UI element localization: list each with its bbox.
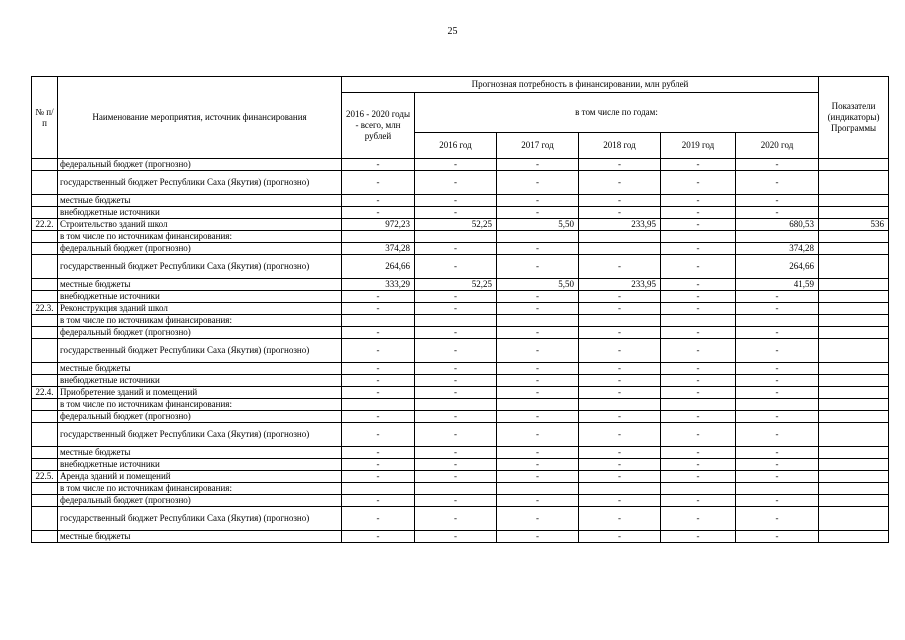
cell-num	[32, 447, 58, 459]
cell-2019: -	[661, 387, 736, 399]
cell-2018: -	[579, 255, 661, 279]
cell-2019: -	[661, 255, 736, 279]
cell-num	[32, 159, 58, 171]
cell-num	[32, 423, 58, 447]
cell-2020: -	[736, 447, 819, 459]
cell-2018: -	[579, 339, 661, 363]
cell-num: 22.4.	[32, 387, 58, 399]
cell-2018: -	[579, 171, 661, 195]
cell-2016: -	[415, 243, 497, 255]
header-num: № п/п	[32, 77, 58, 159]
table-row	[32, 159, 889, 171]
cell-num	[32, 411, 58, 423]
table-row	[32, 231, 889, 243]
cell-total: -	[342, 327, 415, 339]
cell-num	[32, 363, 58, 375]
cell-2020: -	[736, 375, 819, 387]
cell-2020: -	[736, 291, 819, 303]
cell-name: внебюджетные источники	[58, 207, 342, 219]
cell-name: в том числе по источникам финансирования:	[58, 231, 342, 243]
cell-num	[32, 327, 58, 339]
cell-2017: -	[497, 339, 579, 363]
cell-2017: -	[497, 387, 579, 399]
cell-2020: -	[736, 195, 819, 207]
cell-total: -	[342, 171, 415, 195]
cell-name: федеральный бюджет (прогнозно)	[58, 411, 342, 423]
cell-name: местные бюджеты	[58, 279, 342, 291]
header-financing: Прогнозная потребность в финансировании, млн рублей	[342, 77, 819, 93]
cell-indicator	[819, 339, 889, 363]
cell-num	[32, 207, 58, 219]
cell-2019: -	[661, 375, 736, 387]
cell-2019	[661, 315, 736, 327]
cell-name: местные бюджеты	[58, 363, 342, 375]
cell-2020: 41,59	[736, 279, 819, 291]
cell-2018: -	[579, 411, 661, 423]
cell-2019: -	[661, 423, 736, 447]
cell-name: местные бюджеты	[58, 195, 342, 207]
cell-2016: -	[415, 495, 497, 507]
cell-2017	[497, 483, 579, 495]
cell-2017: -	[497, 471, 579, 483]
cell-2016: -	[415, 327, 497, 339]
cell-2017: -	[497, 531, 579, 543]
cell-2020: -	[736, 411, 819, 423]
cell-2020: -	[736, 159, 819, 171]
table-row	[32, 471, 889, 483]
cell-num	[32, 243, 58, 255]
table-row	[32, 363, 889, 375]
cell-num: 22.5.	[32, 471, 58, 483]
cell-2018	[579, 231, 661, 243]
cell-name: внебюджетные источники	[58, 291, 342, 303]
cell-num	[32, 531, 58, 543]
cell-2016: -	[415, 459, 497, 471]
cell-2018: -	[579, 447, 661, 459]
cell-2019: -	[661, 507, 736, 531]
cell-indicator	[819, 531, 889, 543]
cell-name: государственный бюджет Республики Саха (Якутия) (прогнозно)	[58, 507, 342, 531]
table-row	[32, 411, 889, 423]
cell-indicator: 536	[819, 219, 889, 231]
table-row	[32, 279, 889, 291]
table-body	[32, 159, 889, 543]
cell-num	[32, 279, 58, 291]
cell-2016: -	[415, 411, 497, 423]
cell-2017: 5,50	[497, 279, 579, 291]
table-row	[32, 327, 889, 339]
cell-2020: -	[736, 303, 819, 315]
cell-name: государственный бюджет Республики Саха (Якутия) (прогнозно)	[58, 171, 342, 195]
cell-2018: -	[579, 303, 661, 315]
cell-indicator	[819, 303, 889, 315]
cell-total	[342, 315, 415, 327]
table-header	[32, 77, 889, 159]
cell-2018: -	[579, 531, 661, 543]
cell-2020: 374,28	[736, 243, 819, 255]
table-row	[32, 243, 889, 255]
cell-total: -	[342, 531, 415, 543]
cell-2016	[415, 483, 497, 495]
cell-2018: -	[579, 459, 661, 471]
cell-2020: -	[736, 339, 819, 363]
cell-indicator	[819, 315, 889, 327]
financing-table	[31, 76, 889, 543]
cell-name: государственный бюджет Республики Саха (Якутия) (прогнозно)	[58, 423, 342, 447]
cell-2018: -	[579, 507, 661, 531]
cell-total: -	[342, 363, 415, 375]
cell-name: Реконструкция зданий школ	[58, 303, 342, 315]
cell-2018: -	[579, 423, 661, 447]
table-row	[32, 387, 889, 399]
cell-2019: -	[661, 339, 736, 363]
cell-indicator	[819, 399, 889, 411]
cell-indicator	[819, 231, 889, 243]
cell-name: федеральный бюджет (прогнозно)	[58, 243, 342, 255]
cell-indicator	[819, 387, 889, 399]
cell-2016: -	[415, 159, 497, 171]
cell-num	[32, 375, 58, 387]
cell-2016: 52,25	[415, 219, 497, 231]
header-total: 2016 - 2020 годы - всего, млн рублей	[342, 93, 415, 159]
cell-name: внебюджетные источники	[58, 375, 342, 387]
cell-2017: -	[497, 195, 579, 207]
cell-2019: -	[661, 159, 736, 171]
cell-name: Приобретение зданий и помещений	[58, 387, 342, 399]
cell-2019: -	[661, 411, 736, 423]
cell-2019: -	[661, 207, 736, 219]
cell-indicator	[819, 207, 889, 219]
cell-2020: -	[736, 495, 819, 507]
cell-total: -	[342, 495, 415, 507]
cell-2020: 680,53	[736, 219, 819, 231]
cell-2017: -	[497, 303, 579, 315]
cell-indicator	[819, 255, 889, 279]
table-row	[32, 507, 889, 531]
cell-2017: -	[497, 159, 579, 171]
cell-num: 22.3.	[32, 303, 58, 315]
cell-num	[32, 291, 58, 303]
cell-num	[32, 231, 58, 243]
cell-2016: -	[415, 303, 497, 315]
cell-2018	[579, 243, 661, 255]
cell-total: 972,23	[342, 219, 415, 231]
cell-2019: -	[661, 495, 736, 507]
cell-2016: -	[415, 531, 497, 543]
cell-2020: -	[736, 363, 819, 375]
header-name: Наименование мероприятия, источник финансирования	[58, 77, 342, 159]
cell-2019: -	[661, 171, 736, 195]
table-row	[32, 483, 889, 495]
cell-indicator	[819, 375, 889, 387]
cell-num	[32, 195, 58, 207]
cell-total: -	[342, 375, 415, 387]
cell-name: в том числе по источникам финансирования:	[58, 483, 342, 495]
cell-2016: -	[415, 255, 497, 279]
cell-2017: -	[497, 375, 579, 387]
cell-indicator	[819, 411, 889, 423]
cell-2020: -	[736, 207, 819, 219]
cell-2019: -	[661, 327, 736, 339]
cell-2016: -	[415, 375, 497, 387]
cell-total: 374,28	[342, 243, 415, 255]
cell-indicator	[819, 483, 889, 495]
table-row	[32, 291, 889, 303]
cell-name: местные бюджеты	[58, 447, 342, 459]
cell-total: 264,66	[342, 255, 415, 279]
cell-2018	[579, 399, 661, 411]
cell-2016	[415, 231, 497, 243]
cell-total: -	[342, 447, 415, 459]
cell-2020	[736, 399, 819, 411]
cell-2020: -	[736, 327, 819, 339]
cell-2016: -	[415, 171, 497, 195]
table-row	[32, 195, 889, 207]
cell-total: -	[342, 423, 415, 447]
cell-2019	[661, 231, 736, 243]
cell-num	[32, 483, 58, 495]
cell-2016: -	[415, 207, 497, 219]
cell-2020: -	[736, 387, 819, 399]
table-row	[32, 207, 889, 219]
cell-total	[342, 399, 415, 411]
cell-2020	[736, 483, 819, 495]
cell-2018: -	[579, 387, 661, 399]
table-row	[32, 423, 889, 447]
cell-indicator	[819, 291, 889, 303]
table-row	[32, 219, 889, 231]
cell-2019	[661, 399, 736, 411]
cell-2020	[736, 315, 819, 327]
cell-2017: -	[497, 447, 579, 459]
cell-2020: -	[736, 459, 819, 471]
cell-indicator	[819, 423, 889, 447]
cell-2017: -	[497, 411, 579, 423]
cell-name: государственный бюджет Республики Саха (Якутия) (прогнозно)	[58, 255, 342, 279]
cell-name: в том числе по источникам финансирования:	[58, 399, 342, 411]
cell-num	[32, 255, 58, 279]
cell-2018: 233,95	[579, 219, 661, 231]
cell-total: -	[342, 507, 415, 531]
cell-2017: -	[497, 495, 579, 507]
cell-num	[32, 339, 58, 363]
cell-total: -	[342, 303, 415, 315]
cell-2020: -	[736, 471, 819, 483]
cell-2016: -	[415, 387, 497, 399]
cell-2017: -	[497, 363, 579, 375]
header-indicators: Показатели (индикаторы) Программы	[819, 77, 889, 159]
cell-2017: -	[497, 255, 579, 279]
header-year: 2016 год	[415, 133, 497, 159]
cell-2019: -	[661, 447, 736, 459]
cell-2016	[415, 399, 497, 411]
table-row	[32, 531, 889, 543]
cell-num	[32, 399, 58, 411]
table-row	[32, 315, 889, 327]
cell-2018: -	[579, 207, 661, 219]
table-row	[32, 459, 889, 471]
cell-num	[32, 507, 58, 531]
cell-2017: -	[497, 507, 579, 531]
header-year: 2019 год	[661, 133, 736, 159]
cell-2020: -	[736, 531, 819, 543]
cell-num	[32, 315, 58, 327]
cell-2017: -	[497, 207, 579, 219]
cell-2020: -	[736, 171, 819, 195]
table-row	[32, 339, 889, 363]
header-by-years: в том числе по годам:	[415, 93, 819, 133]
cell-2019: -	[661, 303, 736, 315]
cell-2016: -	[415, 447, 497, 459]
cell-2019: -	[661, 471, 736, 483]
cell-indicator	[819, 507, 889, 531]
cell-total: -	[342, 207, 415, 219]
cell-2018: -	[579, 471, 661, 483]
cell-2016: 52,25	[415, 279, 497, 291]
cell-2017: -	[497, 459, 579, 471]
cell-indicator	[819, 171, 889, 195]
cell-2019: -	[661, 459, 736, 471]
table-row	[32, 495, 889, 507]
cell-num	[32, 171, 58, 195]
cell-2016: -	[415, 291, 497, 303]
cell-2019: -	[661, 531, 736, 543]
cell-2019: -	[661, 219, 736, 231]
cell-2020: 264,66	[736, 255, 819, 279]
header-year: 2018 год	[579, 133, 661, 159]
table-row	[32, 171, 889, 195]
cell-2016	[415, 315, 497, 327]
cell-2018: -	[579, 159, 661, 171]
cell-name: государственный бюджет Республики Саха (Якутия) (прогнозно)	[58, 339, 342, 363]
cell-2019: -	[661, 279, 736, 291]
cell-indicator	[819, 243, 889, 255]
cell-name: Строительство зданий школ	[58, 219, 342, 231]
cell-2017	[497, 315, 579, 327]
cell-2019	[661, 483, 736, 495]
cell-2017	[497, 399, 579, 411]
cell-2018	[579, 315, 661, 327]
cell-2018: -	[579, 495, 661, 507]
header-year: 2020 год	[736, 133, 819, 159]
cell-total: -	[342, 471, 415, 483]
cell-name: местные бюджеты	[58, 531, 342, 543]
cell-num	[32, 459, 58, 471]
cell-2016: -	[415, 471, 497, 483]
table-row	[32, 255, 889, 279]
cell-indicator	[819, 495, 889, 507]
cell-2016: -	[415, 195, 497, 207]
cell-2017	[497, 231, 579, 243]
cell-2016: -	[415, 423, 497, 447]
cell-indicator	[819, 459, 889, 471]
cell-2018: -	[579, 327, 661, 339]
cell-indicator	[819, 471, 889, 483]
cell-2018	[579, 483, 661, 495]
cell-indicator	[819, 159, 889, 171]
cell-total: -	[342, 159, 415, 171]
header-year: 2017 год	[497, 133, 579, 159]
cell-indicator	[819, 327, 889, 339]
cell-total: -	[342, 411, 415, 423]
table-row	[32, 399, 889, 411]
cell-2018: -	[579, 291, 661, 303]
cell-2019: -	[661, 195, 736, 207]
cell-2017: -	[497, 291, 579, 303]
table-row	[32, 375, 889, 387]
cell-2020	[736, 231, 819, 243]
cell-2018: -	[579, 195, 661, 207]
cell-2018: -	[579, 375, 661, 387]
cell-2017: -	[497, 423, 579, 447]
cell-2019: -	[661, 291, 736, 303]
cell-2018: -	[579, 363, 661, 375]
cell-indicator	[819, 447, 889, 459]
cell-name: федеральный бюджет (прогнозно)	[58, 327, 342, 339]
page-number: 25	[447, 26, 458, 37]
table-row	[32, 447, 889, 459]
cell-name: в том числе по источникам финансирования:	[58, 315, 342, 327]
cell-total: 333,29	[342, 279, 415, 291]
cell-name: внебюджетные источники	[58, 459, 342, 471]
cell-2017: 5,50	[497, 219, 579, 231]
cell-total	[342, 483, 415, 495]
cell-indicator	[819, 363, 889, 375]
table-row	[32, 303, 889, 315]
cell-indicator	[819, 195, 889, 207]
cell-total: -	[342, 459, 415, 471]
cell-2019: -	[661, 363, 736, 375]
cell-2017: -	[497, 243, 579, 255]
cell-2016: -	[415, 339, 497, 363]
cell-2016: -	[415, 363, 497, 375]
cell-name: Аренда зданий и помещений	[58, 471, 342, 483]
cell-total: -	[342, 195, 415, 207]
cell-total: -	[342, 387, 415, 399]
cell-indicator	[819, 279, 889, 291]
cell-2019: -	[661, 243, 736, 255]
cell-2018: 233,95	[579, 279, 661, 291]
cell-2020: -	[736, 423, 819, 447]
cell-2017: -	[497, 327, 579, 339]
cell-2016: -	[415, 507, 497, 531]
cell-name: федеральный бюджет (прогнозно)	[58, 159, 342, 171]
cell-num: 22.2.	[32, 219, 58, 231]
cell-total: -	[342, 339, 415, 363]
cell-total	[342, 231, 415, 243]
cell-total: -	[342, 291, 415, 303]
cell-num	[32, 495, 58, 507]
cell-name: федеральный бюджет (прогнозно)	[58, 495, 342, 507]
cell-2020: -	[736, 507, 819, 531]
cell-2017: -	[497, 171, 579, 195]
